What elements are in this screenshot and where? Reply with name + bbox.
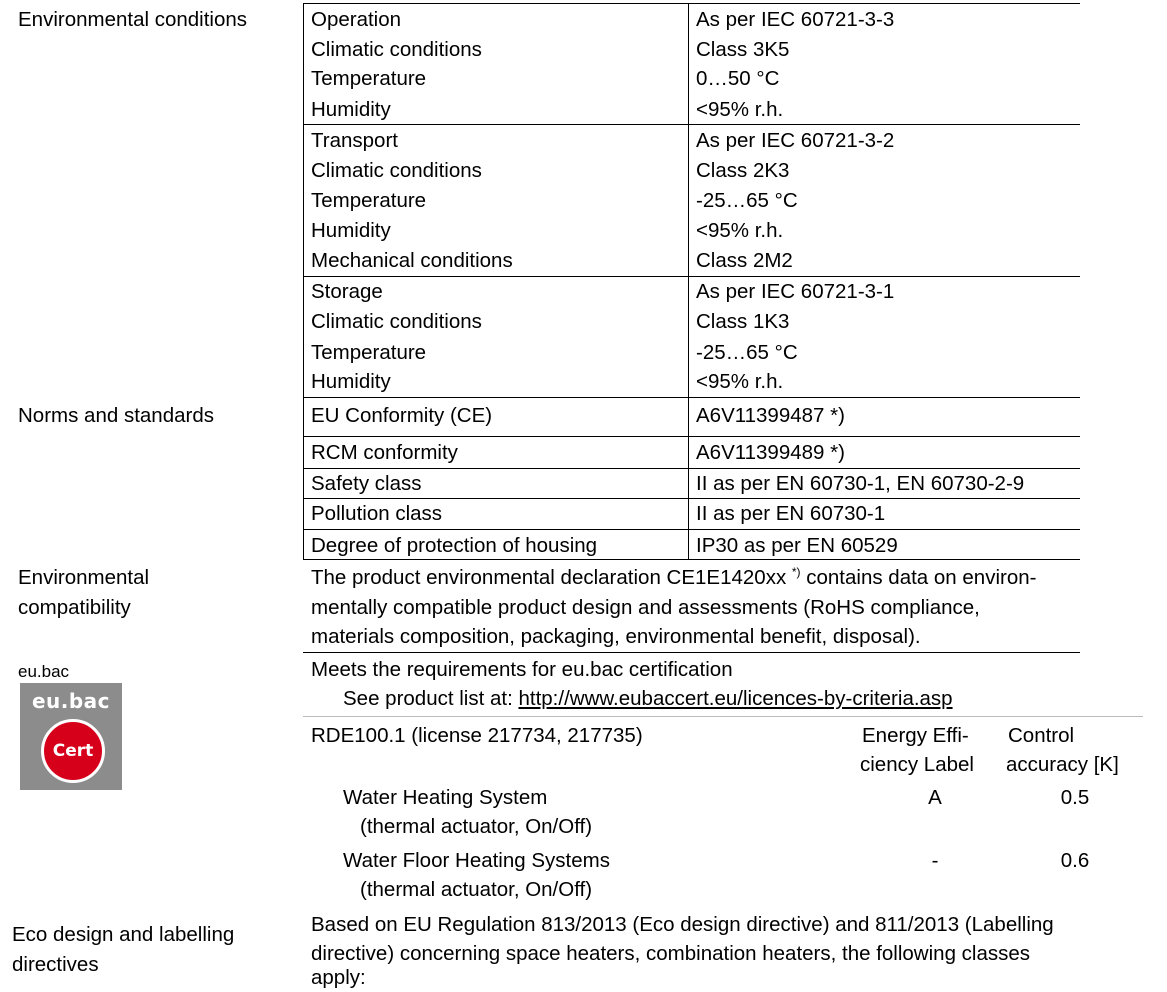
system-subtitle: (thermal actuator, On/Off) [360,878,593,901]
norm-row-value: II as per EN 60730-1 [696,502,886,525]
footnote-marker: *) [791,565,801,580]
env-row-label: Climatic conditions [311,159,482,182]
section-environmental-conditions: Environmental conditions [18,8,248,31]
env-row-value: As per IEC 60721-3-2 [696,129,895,152]
eubac-meets-text: Meets the requirements for eu.bac certification [311,658,733,681]
eubac-link[interactable]: http://www.eubaccert.eu/licences-by-criteria.asp [518,687,953,710]
col-header-accuracy-line2: accuracy [K] [1006,753,1119,776]
env-row-label: Transport [311,129,398,152]
col-header-accuracy-line1: Control [1008,724,1075,747]
col-header-efficiency-line1: Energy Effi- [862,724,969,747]
table-column-divider [688,3,689,559]
env-compat-text-line1: The product environmental declaration CE1E1420xx *) contains data on environ- [311,565,1037,589]
section-eubac: eu.bac [18,662,70,681]
env-compat-text-line2: mentally compatible product design and assessments (RoHS compliance, [311,596,980,619]
table-bottom-border [303,559,1080,560]
env-row-value: Class 3K5 [696,38,790,61]
env-row-value: Class 2K3 [696,159,790,182]
env-row-label: Climatic conditions [311,310,482,333]
eubac-list-divider [303,716,1143,717]
system-accuracy: 0.6 [1060,849,1090,872]
row-divider-pollution [303,498,1080,499]
norm-row-value: A6V11399487 *) [696,404,845,427]
row-divider-storage [303,276,1080,277]
norm-row-value: II as per EN 60730-1, EN 60730-2-9 [696,472,1025,495]
logo-cert-text: Cert [52,741,94,761]
norm-row-label: EU Conformity (CE) [311,404,493,427]
row-divider-rcm [303,436,1080,437]
row-divider-norms [303,397,1080,398]
norm-row-label: Pollution class [311,502,443,525]
col-header-efficiency-line2: ciency Label [860,753,974,776]
row-divider-safety [303,468,1080,469]
norm-row-label: RCM conformity [311,441,458,464]
system-efficiency-label: A [928,786,942,809]
eubac-top-border [303,652,1080,653]
section-eco-design-line2: directives [12,953,99,976]
system-name: Water Floor Heating Systems [343,849,610,872]
env-compat-text-line3: materials composition, packaging, environmental benefit, disposal). [311,625,921,648]
norm-row-value: IP30 as per EN 60529 [696,534,898,557]
section-eco-design-line1: Eco design and labelling [12,923,235,946]
row-divider-protection [303,529,1080,530]
env-row-label: Humidity [311,370,391,393]
norm-row-label: Degree of protection of housing [311,534,598,557]
section-environmental-compatibility-line2: compatibility [18,596,131,619]
env-row-value: As per IEC 60721-3-1 [696,280,895,303]
table-left-border [303,3,304,559]
env-row-value: As per IEC 60721-3-3 [696,8,895,31]
system-accuracy: 0.5 [1060,786,1090,809]
env-row-value: 0…50 °C [696,67,780,90]
env-row-label: Humidity [311,98,391,121]
row-divider-transport [303,124,1080,125]
env-row-value: <95% r.h. [696,98,784,121]
norm-row-label: Safety class [311,472,422,495]
system-subtitle: (thermal actuator, On/Off) [360,815,593,838]
env-row-value: <95% r.h. [696,370,784,393]
env-row-value: -25…65 °C [696,341,798,364]
env-row-value: Class 2M2 [696,249,793,272]
env-row-label: Temperature [311,67,427,90]
system-efficiency-label: - [931,849,939,872]
system-name: Water Heating System [343,786,548,809]
section-norms-and-standards: Norms and standards [18,404,214,427]
env-row-label: Temperature [311,341,427,364]
env-row-value: Class 1K3 [696,310,790,333]
eubac-product-list: See product list at: http://www.eubaccert.eu/licences-by-criteria.asp [343,687,953,710]
env-row-label: Climatic conditions [311,38,482,61]
logo-circle [41,719,105,783]
eubac-product-name: RDE100.1 (license 217734, 217735) [311,724,643,747]
env-row-label: Humidity [311,219,391,242]
env-row-value: -25…65 °C [696,189,798,212]
eubac-cert-logo [20,683,122,790]
norm-row-value: A6V11399489 *) [696,441,845,464]
env-row-value: <95% r.h. [696,219,784,242]
env-row-label: Temperature [311,189,427,212]
env-row-label: Storage [311,280,383,303]
table-top-border [303,3,1080,4]
eco-text-line1: Based on EU Regulation 813/2013 (Eco design directive) and 811/2013 (Labelling [311,913,1054,936]
eco-text-line3: apply: [311,966,366,989]
env-row-label: Mechanical conditions [311,249,513,272]
eco-text-line2: directive) concerning space heaters, combination heaters, the following classes [311,942,1031,965]
logo-text: eu.bac [31,689,111,713]
env-row-label: Operation [311,8,402,31]
section-environmental-compatibility-line1: Environmental [18,566,150,589]
